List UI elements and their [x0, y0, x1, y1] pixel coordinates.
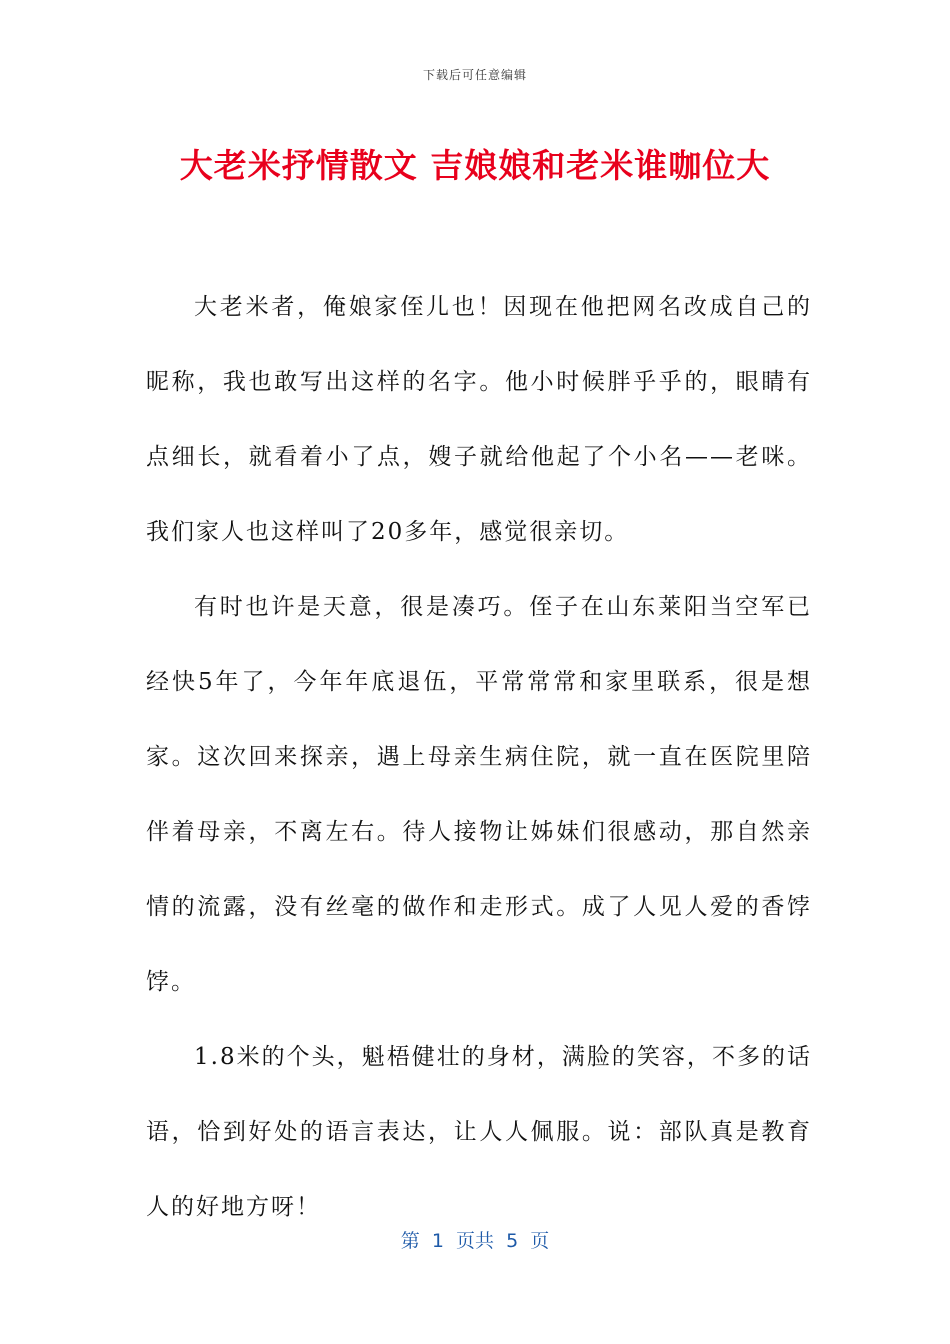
header-note: 下载后可任意编辑: [422, 68, 527, 82]
paragraph: 有时也许是天意，很是凑巧。侄子在山东莱阳当空军已经快5年了，今年年底退伍，平常常常和家里联系，很是想家。这次回来探亲，遇上母亲生病住院，就一直在医院里陪伴着母亲，不离左右。待人接物让姊妹们很感动，那自然亲情的流露，没有丝毫的做作和走形式。成了人见人爱的香饽饽。: [146, 594, 812, 995]
paragraph: 大老米者，俺娘家侄儿也！因现在他把网名改成自己的昵称，我也敢写出这样的名字。他小时候胖乎乎的，眼睛有点细长，就看着小了点，嫂子就给他起了个小名——老咪。我们家人也这样叫了20多年，感觉很亲切。: [146, 294, 812, 545]
document-title: 大老米抒情散文 吉娘娘和老米谁咖位大: [179, 146, 771, 185]
paragraph: 1.8米的个头，魁梧健壮的身材，满脸的笑容，不多的话语，恰到好处的语言表达，让人人佩服。说：部队真是教育人的好地方呀！: [146, 1044, 812, 1220]
document-body: [146, 270, 812, 1245]
page-number-footer: 第 1 页共 5 页: [400, 1230, 550, 1252]
